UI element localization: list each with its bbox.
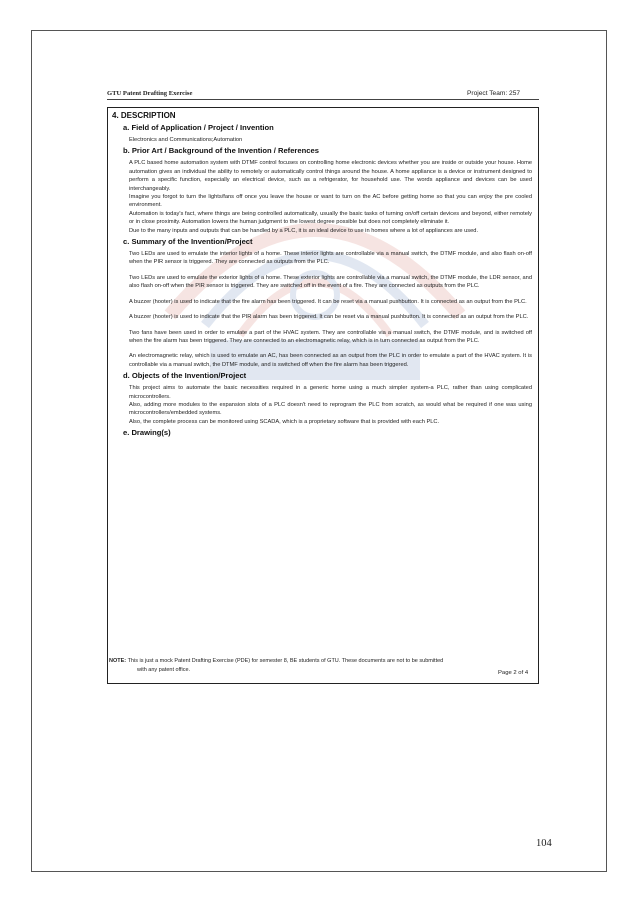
- header-right: Project Team: 257: [467, 90, 521, 97]
- summary-paragraph: Two LEDs are used to emulate the exterior lights of a home. These exterior lights are controllable via a manual switch, the DTMF module, the LDR sensor, and also flash on-off when the PIR sensor is triggered. They are switched off in the event of a fire. They are connected as outputs from the PLC.: [129, 274, 532, 290]
- objects-paragraph: Also, adding more modules to the expansion slots of a PLC doesn't need to reprogram the PLC from scratch, as would what be required if one was using microcontrollers/embedded systems.: [129, 401, 532, 417]
- objects-paragraph: Also, the complete process can be monitored using SCADA, which is a proprietary software that is provided with each PLC.: [129, 418, 440, 425]
- header-left: GTU Patent Drafting Exercise: [107, 90, 193, 97]
- header-rule: [107, 99, 539, 100]
- subsection-b-title: b. Prior Art / Background of the Invention / References: [123, 146, 319, 156]
- page-label: Page 2 of 4: [498, 670, 529, 676]
- objects-paragraph: This project aims to automate the basic necessities required in a generic home using a much simpler system-a PLC, rather than using complicated microcontrollers.: [129, 385, 532, 400]
- section-title: 4. DESCRIPTION: [112, 111, 176, 120]
- summary-paragraph: Two LEDs are used to emulate the interior lights of a home. These interior lights are controllable via a manual switch, the DTMF module, and also flash on-off when the PIR sensor is triggered. They are connected as outputs from the PLC.: [129, 251, 532, 266]
- prior-art-paragraph: Due to the many inputs and outputs that can be handled by a PLC, it is an ideal device to use in homes where a lot of appliances are used.: [129, 227, 479, 234]
- subsection-a-title: a. Field of Application / Project / Invention: [123, 123, 274, 132]
- footer-note: [109, 657, 535, 674]
- page-number: 104: [536, 838, 552, 849]
- prior-art-paragraph: A PLC based home automation system with DTMF control focuses on controlling home electronic devices whether you are inside or outside your house. Home automation gives an individual the ability to remotely or automatically control things around the house. A home appliance is a device or instrument designed to perform a specific function, especially an electrical device, such as a refrigerator, for household use. The words appliance and devices can be used interchangeably.: [129, 160, 532, 192]
- description-box: [107, 107, 539, 684]
- summary-paragraph: An electromagnetic relay, which is used to emulate an AC, has been connected as an output from the PLC in order to emulate a part of the HVAC system. It is controllable via a manual switch, the DTMF module, and is switched off when the fire alarm has been triggered.: [129, 353, 532, 368]
- subsection-a-text: Electronics and Communications;Automation: [129, 137, 243, 143]
- note-label: NOTE:: [109, 658, 127, 664]
- subsection-e-title: e. Drawing(s): [123, 428, 171, 438]
- summary-paragraph: Two fans have been used in order to emulate a part of the HVAC system. They are controllable via a manual switch, the DTMF module, and is switched off when the fire alarm has been triggered. They are connected to an electromagnetic relay, which is in turn connected as output from the PLC.: [129, 329, 532, 344]
- prior-art-paragraph: Automation is today's fact, where things are being controlled automatically, usually the basic tasks of turning on/off certain devices and beyond, either remotely or in close proximity. Automation lowers the human judgment to the lowest degree possible but does not completely eliminate it.: [129, 210, 532, 226]
- summary-paragraph: A buzzer (hooter) is used to indicate that the PIR alarm has been triggered. It can be reset via a manual pushbutton. It is connected as an output from the PLC.: [129, 314, 529, 321]
- summary-paragraph: A buzzer (hooter) is used to indicate that the fire alarm has been triggered. It can be reset via a manual pushbutton. It is connected as an output from the PLC.: [129, 298, 527, 305]
- prior-art-paragraph: Imagine you forgot to turn the lights/fans off once you leave the house or want to turn on the AC before getting home so that you can enjoy the pre cooled environment.: [129, 194, 532, 209]
- note-text-line1: This is just a mock Patent Drafting Exercise (PDE) for semester 8, BE students of GTU. These documents are not to be submitted: [127, 658, 444, 664]
- note-text-line2: with any patent office.: [137, 666, 191, 673]
- subsection-d-title: d. Objects of the Invention/Project: [123, 371, 247, 381]
- subsection-c-title: c. Summary of the Invention/Project: [123, 237, 253, 247]
